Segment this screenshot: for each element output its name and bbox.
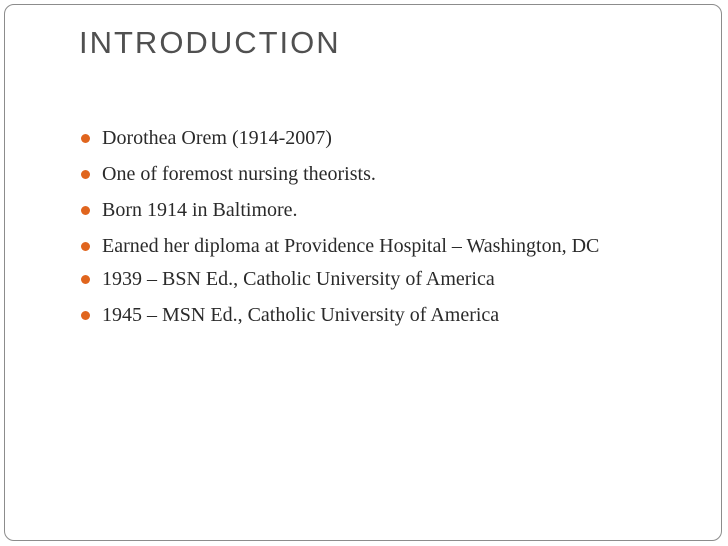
bullet-dot-icon: [81, 134, 90, 143]
list-item: [81, 265, 681, 294]
bullet-dot-icon: [81, 311, 90, 320]
bullet-dot-icon: [81, 275, 90, 284]
list-item: [81, 160, 681, 189]
slide-title: INTRODUCTION: [79, 25, 341, 60]
list-item: [81, 232, 681, 261]
bullet-text: Dorothea Orem (1914-2007): [102, 127, 332, 149]
bullet-text: Earned her diploma at Providence Hospital – Washington, DC: [102, 235, 600, 257]
bullet-dot-icon: [81, 206, 90, 215]
bullet-dot-icon: [81, 242, 90, 251]
list-item: [81, 124, 681, 153]
bullet-text: One of foremost nursing theorists.: [102, 163, 376, 185]
list-item: [81, 196, 681, 225]
bullet-text: 1939 – BSN Ed., Catholic University of America: [102, 268, 495, 290]
bullet-text: 1945 – MSN Ed., Catholic University of America: [102, 304, 500, 326]
list-item: [81, 301, 681, 330]
bullet-dot-icon: [81, 170, 90, 179]
bullet-text: Born 1914 in Baltimore.: [102, 199, 298, 221]
bullet-list: [81, 124, 681, 337]
